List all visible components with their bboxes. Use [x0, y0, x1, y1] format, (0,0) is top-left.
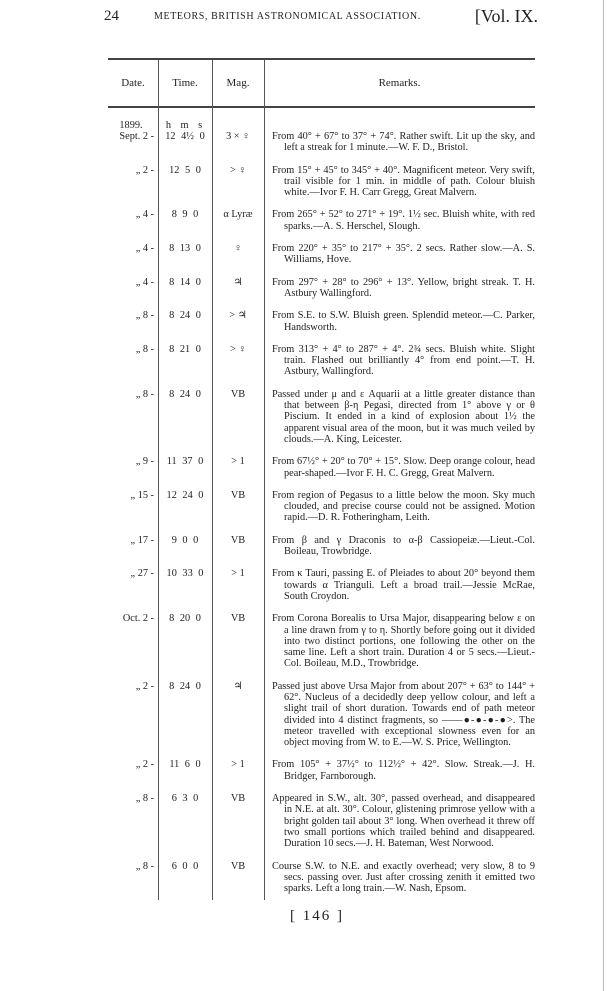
mag-cell: [212, 759, 264, 782]
time-cell: [158, 277, 212, 300]
meteor-table: [108, 58, 535, 905]
time-cell: [158, 310, 212, 333]
remarks-cell: [264, 681, 535, 749]
time-cell: [158, 243, 212, 266]
date-cell: [108, 209, 158, 232]
time-cell-text: 8 21 0: [169, 343, 201, 355]
remarks-cell: [264, 165, 535, 199]
time-cell: [158, 389, 212, 445]
date-cell-text: „ 15 -: [130, 489, 154, 501]
mag-cell: [212, 793, 264, 849]
remarks-cell: [264, 759, 535, 782]
remarks-cell-text: From 265° + 52° to 271° + 19°. 1½ sec. Bluish white, with red sparks.—A. S. Herschel, Slough.: [272, 209, 535, 232]
remarks-cell-text: Appeared in S.W., alt. 30°, passed overhead, and disappeared in N.E. at alt. 30°. Colour, glistening primrose yellow with a bright golden tail about 3° long. When overhead it threw off two small portions which trailed behind and disappeared. Duration 10 secs.—J. H. Bateman, West Norwood.: [272, 793, 535, 850]
column-divider: [264, 60, 265, 900]
time-cell-text: 8 13 0: [169, 243, 201, 255]
remarks-cell: [264, 613, 535, 669]
table-row: [108, 209, 535, 232]
remarks-cell-text: From 220° + 35° to 217° + 35°. 2 secs. Rather slow.—A. S. Williams, Hove.: [272, 243, 535, 266]
date-cell-text: „ 27 -: [130, 568, 154, 580]
table-row: [108, 861, 535, 895]
mag-cell-text: > ♃: [229, 310, 247, 322]
time-cell-text: 12 24 0: [166, 489, 204, 501]
remarks-cell-text: Passed just above Ursa Major from about 207° + 63° to 144° + 62°. Nucleus of a decidedly deep yellow colour, and left a slight trail of short duration. Towards end of path meteor divided into 4 distinct fragments, so ——●-●-●-●>. The meteor travelled with exceptional slowness even for an object moving from W. to E.—W. S. Price, Wellington.: [272, 680, 535, 749]
remarks-cell-text: From region of Pegasus to a little below the moon. Sky much clouded, and precise course could not be assigned. Motion rapid.—D. R. Fotheringham, Leith.: [272, 489, 535, 524]
mag-cell-text: VB: [230, 613, 246, 625]
time-cell-text: 8 24 0: [169, 680, 201, 692]
date-cell-text: „ 4 -: [135, 243, 154, 255]
remarks-cell-text: From 40° + 67° to 37° + 74°. Rather swift. Lit up the sky, and left a streak for 1 minute.—W. F. D., Bristol.: [272, 131, 535, 154]
time-cell-text: 8 24 0: [169, 388, 201, 400]
mag-cell-text: VB: [230, 793, 246, 805]
mag-cell-text: > ♀: [229, 164, 247, 176]
date-cell-text: Sept. 2 -: [119, 131, 154, 143]
remarks-cell-text: From 105° + 37½° to 112½° + 42°. Slow. Streak.—J. H. Bridger, Farnborough.: [272, 759, 535, 782]
remarks-cell-text: From 313° + 4° to 287° + 4°. 2¾ secs. Bluish white. Slight train. Flashed out brilliantly 4° from end point.—T. H. Astbury, Wallingford.: [272, 343, 535, 378]
remarks-cell: [264, 861, 535, 895]
time-cell: [158, 861, 212, 895]
remarks-cell: [264, 277, 535, 300]
table-row: [108, 793, 535, 849]
mag-cell-text: α Lyræ: [223, 209, 253, 221]
time-cell: [158, 568, 212, 602]
mag-cell: [212, 456, 264, 479]
mag-cell: [212, 165, 264, 199]
date-cell: [108, 793, 158, 849]
date-cell: [108, 681, 158, 749]
volume-label: [Vol. IX.: [474, 6, 538, 26]
table-row: [108, 120, 535, 154]
date-cell: [108, 389, 158, 445]
page-edge: [603, 0, 604, 991]
date-cell: [108, 120, 158, 154]
mag-cell-text: VB: [230, 489, 246, 501]
remarks-cell: [264, 568, 535, 602]
time-cell: [158, 793, 212, 849]
time-cell: [158, 165, 212, 199]
mag-cell-text: 3 × ♀: [226, 131, 250, 142]
remarks-cell-text: From κ Tauri, passing E. of Pleiades to about 20° beyond them towards α Trianguli. Left a broad trail.—Jessie McRae, South Croydon.: [272, 568, 535, 602]
table-row: [108, 613, 535, 669]
page-number: 24: [104, 8, 119, 24]
mag-cell-text: ♀: [234, 243, 242, 255]
table-header: [108, 60, 535, 106]
col-time: Time.: [172, 77, 198, 89]
remarks-cell: [264, 209, 535, 232]
col-date: Date.: [121, 77, 145, 89]
time-cell-text: 8 9 0: [171, 209, 199, 221]
time-cell: [158, 681, 212, 749]
time-cell-text: 8 14 0: [169, 276, 201, 288]
date-cell-text: „ 9 -: [135, 456, 154, 468]
mag-cell: [212, 209, 264, 232]
mag-cell: [212, 490, 264, 524]
time-cell: [158, 535, 212, 558]
date-cell: [108, 568, 158, 602]
mag-cell: [212, 861, 264, 895]
col-mag: Mag.: [226, 77, 250, 89]
mag-cell: [212, 310, 264, 333]
remarks-cell-text: From 297° + 28° to 296° + 13°. Yellow, bright streak. T. H. Astbury Wallingford.: [272, 276, 535, 299]
remarks-cell: [264, 389, 535, 445]
plate-number: [ 146 ]: [290, 908, 344, 924]
time-cell: [158, 209, 212, 232]
time-cell-text: 10 33 0: [166, 568, 204, 580]
date-cell: [108, 277, 158, 300]
date-cell-text: „ 2 -: [135, 759, 154, 771]
mag-cell-text: VB: [230, 860, 246, 872]
table-row: [108, 165, 535, 199]
remarks-cell: [264, 310, 535, 333]
remarks-cell-text: From 15° + 45° to 345° + 40°. Magnificent meteor. Very swift, trail visible for 1 min. in middle of path. Colour bluish white.—Ivor F. H. Carr Gregg, Great Malvern.: [272, 164, 535, 199]
date-cell: [108, 165, 158, 199]
table-row: [108, 456, 535, 479]
date-cell: [108, 861, 158, 895]
remarks-cell-text: Passed under μ and ε Aquarii at a little greater distance than that between β-η Pegasi, directed from 1° above γ or θ Piscium. It ended in a kind of explosion about 1½ the apparent visual area of the moon, but it was much veiled by clouds.—A. King, Leicester.: [272, 388, 535, 445]
date-cell: [108, 456, 158, 479]
mag-cell: [212, 120, 264, 154]
table-row: [108, 490, 535, 524]
col-remarks: Remarks.: [378, 77, 421, 89]
date-cell-text: „ 8 -: [135, 860, 154, 872]
remarks-cell-text: From S.E. to S.W. Bluish green. Splendid meteor.—C. Parker, Handsworth.: [272, 310, 535, 333]
time-cell: [158, 613, 212, 669]
mag-cell-text: VB: [230, 534, 246, 546]
time-cell-text: 12 4½ 0: [165, 131, 205, 143]
date-cell-text: „ 8 -: [135, 343, 154, 355]
mag-cell: [212, 681, 264, 749]
time-cell-text: 11 6 0: [169, 759, 201, 771]
remarks-cell-text: Course S.W. to N.E. and exactly overhead; very slow, 8 to 9 secs. passing over. Just after crossing zenith it emitted two sparks. Left a long train.—W. Nash, Epsom.: [272, 860, 535, 895]
date-cell: [108, 535, 158, 558]
remarks-cell-text: From Corona Borealis to Ursa Major, disappearing below ε on a line drawn from γ to η. Shortly before going out it divided into two distinct portions, one following the other on the same line. Left a short train. Duration 4 or 5 secs.—Lieut.-Col. Boileau, M.D., Trowbridge.: [272, 613, 535, 670]
mag-cell: [212, 277, 264, 300]
time-cell: [158, 456, 212, 479]
table-row: [108, 535, 535, 558]
table-row: [108, 568, 535, 602]
time-cell-text: 11 37 0: [166, 456, 204, 468]
time-cell: [158, 759, 212, 782]
mag-cell: [212, 568, 264, 602]
mag-cell-text: > ♀: [229, 343, 247, 355]
table-row: [108, 277, 535, 300]
date-cell-text: „ 8 -: [135, 793, 154, 805]
table-body: [108, 108, 535, 894]
time-cell-text: 12 5 0: [169, 164, 201, 176]
date-cell-text: „ 4 -: [135, 209, 154, 221]
date-cell-text: „ 4 -: [135, 276, 154, 288]
remarks-cell-text: From 67½° + 20° to 70° + 15°. Slow. Deep orange colour, head pear-shaped.—Ivor F. H. C. Gregg, Great Malvern.: [272, 456, 535, 479]
year-label: 1899.: [119, 120, 143, 131]
time-cell: [158, 344, 212, 378]
date-cell: [108, 613, 158, 669]
time-cell-text: 6 0 0: [171, 860, 199, 872]
table-row: [108, 344, 535, 378]
mag-cell: [212, 389, 264, 445]
remarks-cell: [264, 490, 535, 524]
mag-cell: [212, 535, 264, 558]
remarks-cell: [264, 793, 535, 849]
time-cell: [158, 490, 212, 524]
date-cell: [108, 344, 158, 378]
date-cell-text: „ 2 -: [135, 164, 154, 176]
table-row: [108, 759, 535, 782]
column-divider: [158, 60, 159, 900]
time-units: h m s: [165, 120, 205, 131]
table-row: [108, 681, 535, 749]
mag-cell-text: ♃: [233, 680, 243, 692]
time-cell-text: 9 0 0: [171, 534, 199, 546]
remarks-cell: [264, 344, 535, 378]
mag-cell: [212, 243, 264, 266]
remarks-cell: [264, 456, 535, 479]
time-cell-text: 8 20 0: [169, 613, 201, 625]
remarks-cell: [264, 120, 535, 154]
date-cell: [108, 759, 158, 782]
time-cell-text: 6 3 0: [171, 793, 199, 805]
mag-cell: [212, 613, 264, 669]
mag-cell: [212, 344, 264, 378]
running-title: METEORS, BRITISH ASTRONOMICAL ASSOCIATION.: [154, 11, 421, 22]
table-row: [108, 389, 535, 445]
mag-cell-text: ♃: [233, 276, 243, 288]
time-cell: [158, 120, 212, 154]
table-row: [108, 243, 535, 266]
date-cell-text: „ 8 -: [135, 388, 154, 400]
table-row: [108, 310, 535, 333]
date-cell: [108, 310, 158, 333]
date-cell-text: Oct. 2 -: [122, 613, 154, 625]
remarks-cell: [264, 535, 535, 558]
mag-cell-text: > 1: [231, 456, 245, 468]
date-cell: [108, 490, 158, 524]
remarks-cell: [264, 243, 535, 266]
mag-cell-text: > 1: [231, 759, 245, 771]
date-cell-text: „ 2 -: [135, 680, 154, 692]
date-cell-text: „ 8 -: [135, 310, 154, 322]
time-cell-text: 8 24 0: [169, 310, 201, 322]
date-cell: [108, 243, 158, 266]
mag-cell-text: VB: [230, 388, 246, 400]
mag-cell-text: > 1: [231, 568, 245, 580]
date-cell-text: „ 17 -: [130, 534, 154, 546]
remarks-cell-text: From β and γ Draconis to α-β Cassiopeiæ.—Lieut.-Col. Boileau, Trowbridge.: [272, 534, 535, 558]
column-divider: [212, 60, 213, 900]
